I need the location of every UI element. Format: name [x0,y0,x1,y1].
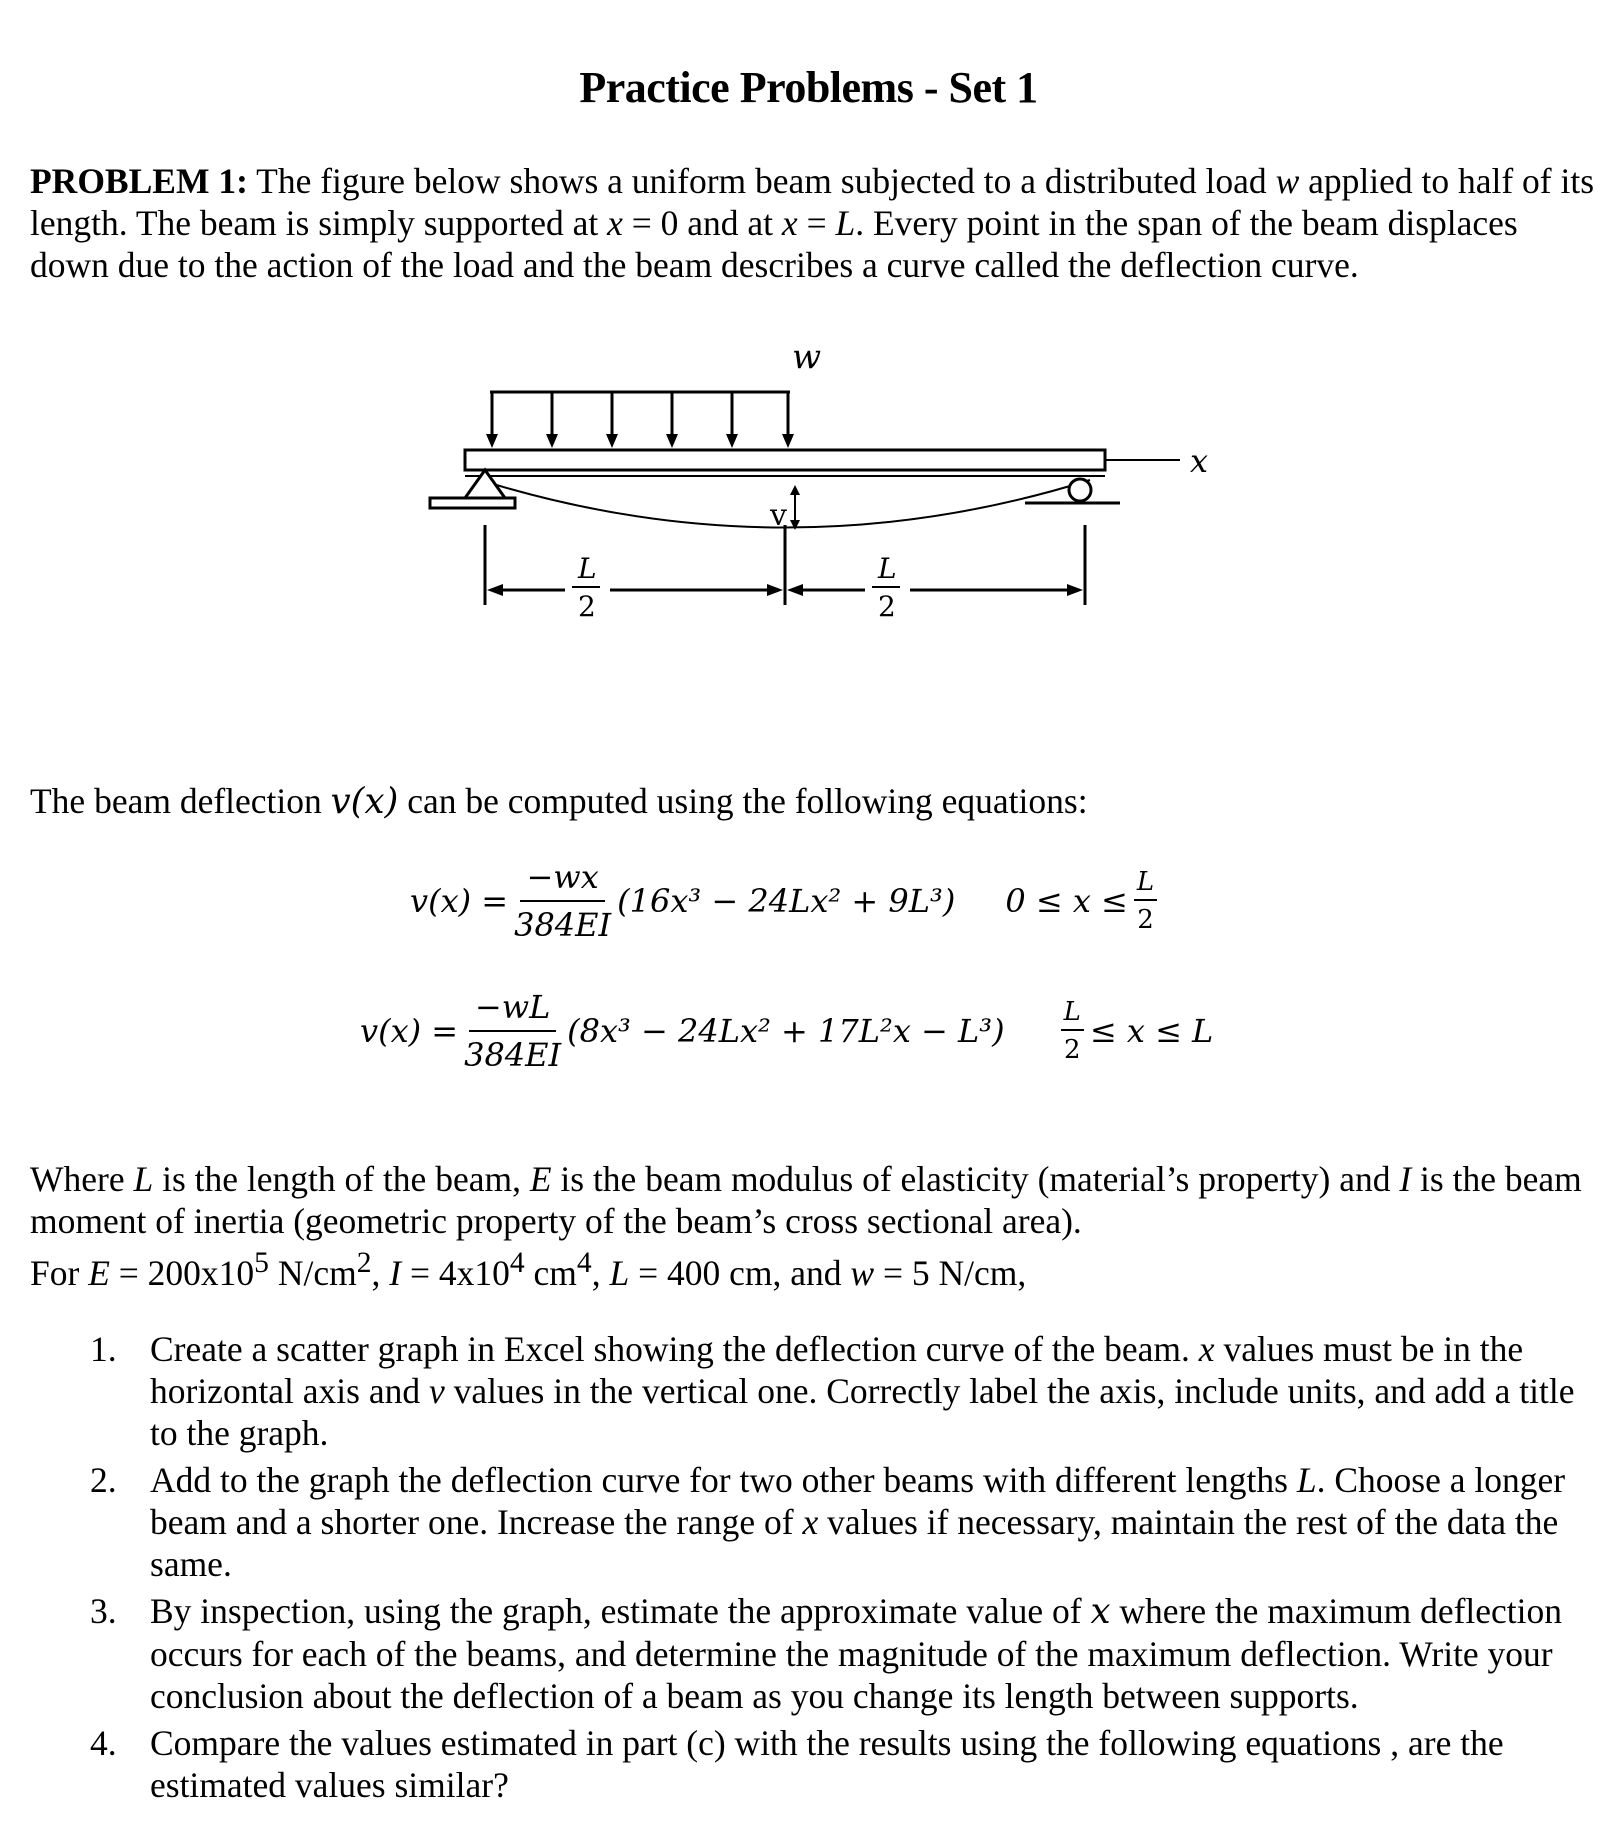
item-text: By inspection, using the graph, estimate the approximate value of [150,1591,1091,1631]
dim-denominator: 2 [578,590,596,623]
x-axis-label: x [1190,442,1209,480]
eq-denominator: 384EI [514,906,612,944]
eq-fraction [464,988,561,1074]
page-title: Practice Problems - Set 1 [579,63,1038,112]
problem-text: = [797,203,836,243]
para-text: is the beam modulus of elasticity (material’s property) and [551,1159,1400,1199]
lead-text: can be computed using the following equations: [398,781,1088,821]
eq-lhs: v(x) = [410,882,509,920]
list-item [90,1722,1600,1806]
range-denominator: 2 [1063,1035,1081,1065]
load-arrow [782,392,794,448]
beam-figure [400,340,1240,680]
load-label: w [792,340,822,377]
item-number: 1. [90,1329,117,1369]
var-x: x [802,1502,819,1542]
para-text: is the beam moment of inertia (geometric property of the beam’s cross sectional area). [30,1159,1582,1241]
dimension-label-left [572,552,600,623]
var-L: L [133,1159,154,1199]
var-L: L [609,1252,630,1293]
problem-text: = 0 and at [622,203,782,243]
range-denominator: 2 [1137,905,1154,935]
para-text: = 400 cm, and [629,1252,851,1293]
load-arrows [486,392,794,448]
var-I: I [1399,1159,1412,1199]
para-text: Where [30,1159,134,1199]
equation-2 [360,988,1213,1074]
item-number: 2. [90,1460,117,1500]
eq-numerator: −wx [520,858,604,902]
problem-text: The figure below shows a uniform beam subjected to a distributed load [247,161,1276,201]
var-x: x [1198,1329,1215,1369]
item-text: Create a scatter graph in Excel showing the deflection curve of the beam. [150,1329,1199,1369]
item-number: 4. [90,1723,117,1763]
var-x: x [1090,1591,1111,1632]
lead-text: The beam deflection [30,781,331,821]
eq-range: ≤ x ≤ L [1089,1012,1214,1050]
var-E: E [529,1159,552,1199]
var-x: x [781,203,798,243]
var-E: E [88,1252,110,1293]
load-arrow [726,392,738,448]
eq-body: (8x³ − 24Lx² + 17L²x − L³) [567,1012,1005,1050]
item-text: values must be in the horizontal axis and [150,1329,1524,1411]
list-item [90,1590,1600,1717]
variable-definitions [30,1158,1600,1294]
problem-label: PROBLEM 1: [30,161,248,201]
problem-statement [30,160,1600,286]
para-text: = 5 N/cm, [874,1252,1027,1293]
item-text: values if necessary, maintain the rest of the data the same. [150,1502,1559,1584]
var-w: w [1275,161,1300,201]
para-text: is the length of the beam, [153,1159,530,1199]
para-text: , [591,1252,610,1293]
item-text: Add to the graph the deflection curve for two other beams with different lengths [150,1460,1297,1500]
list-item [90,1459,1600,1585]
var-L: L [1296,1460,1317,1500]
exponent: 5 [254,1247,269,1279]
para-text: For [30,1252,89,1293]
eq-range: 0 ≤ x ≤ [1005,882,1128,920]
eq-range-fraction [1134,867,1157,935]
roller-support [1025,479,1120,503]
var-v: v [429,1371,445,1411]
var-I: I [389,1252,402,1293]
dim-denominator: 2 [878,590,896,623]
eq-lhs: v(x) = [360,1012,459,1050]
equations-intro [30,780,1088,822]
item-text: Compare the values estimated in part (c) with the results using the following equations , are the estimated values similar? [150,1723,1504,1805]
equation-1 [410,858,1163,944]
v-of-x: v(x) [330,781,399,822]
para-text: cm [524,1252,577,1293]
eq-numerator: −wL [469,988,556,1032]
list-item [90,1328,1600,1454]
eq-body: (16x³ − 24Lx² + 9L³) [617,882,956,920]
item-text: where the maximum deflection occurs for each of the beams, and determine the magnitude of the maximum deflection. Write your conclusion about the deflection of a beam as you change its length between supports. [150,1591,1563,1716]
eq-denominator: 384EI [464,1036,562,1074]
beam [465,450,1105,470]
exponent: 4 [576,1247,592,1279]
para-text: , [371,1252,390,1293]
range-numerator: L [1134,867,1157,901]
dimension-lines [485,525,1085,605]
eq-range-fraction [1061,997,1084,1065]
item-text: values in the vertical one. Correctly label the axis, include units, and add a title to the graph. [150,1371,1575,1453]
var-L: L [835,203,856,243]
load-arrow [546,392,558,448]
task-list [90,1328,1600,1811]
dimension-label-right [872,552,900,623]
load-arrow [486,392,498,448]
exponent: 2 [356,1247,372,1279]
para-text: = 4x10 [401,1252,510,1293]
range-numerator: L [1061,997,1084,1031]
exponent: 4 [509,1247,525,1279]
load-arrow [666,392,678,448]
item-text: . Choose a longer beam and a shorter one. Increase the range of [150,1460,1566,1542]
load-arrow [606,392,618,448]
problem-text: applied to half of its length. The beam is simply supported at [30,161,1595,243]
dim-numerator: L [578,552,597,585]
problem-text: . Every point in the span of the beam displaces down due to the action of the load and the beam describes a curve called the deflection curve. [30,203,1518,285]
eq-fraction [514,858,611,944]
var-x: x [607,203,623,243]
deflection-label: v [770,498,787,533]
para-text: N/cm [268,1252,357,1293]
dim-numerator: L [878,552,897,585]
item-number: 3. [90,1591,117,1631]
var-w: w [850,1252,875,1293]
para-text: = 200x10 [109,1252,255,1293]
deflection-arrow [790,485,800,530]
